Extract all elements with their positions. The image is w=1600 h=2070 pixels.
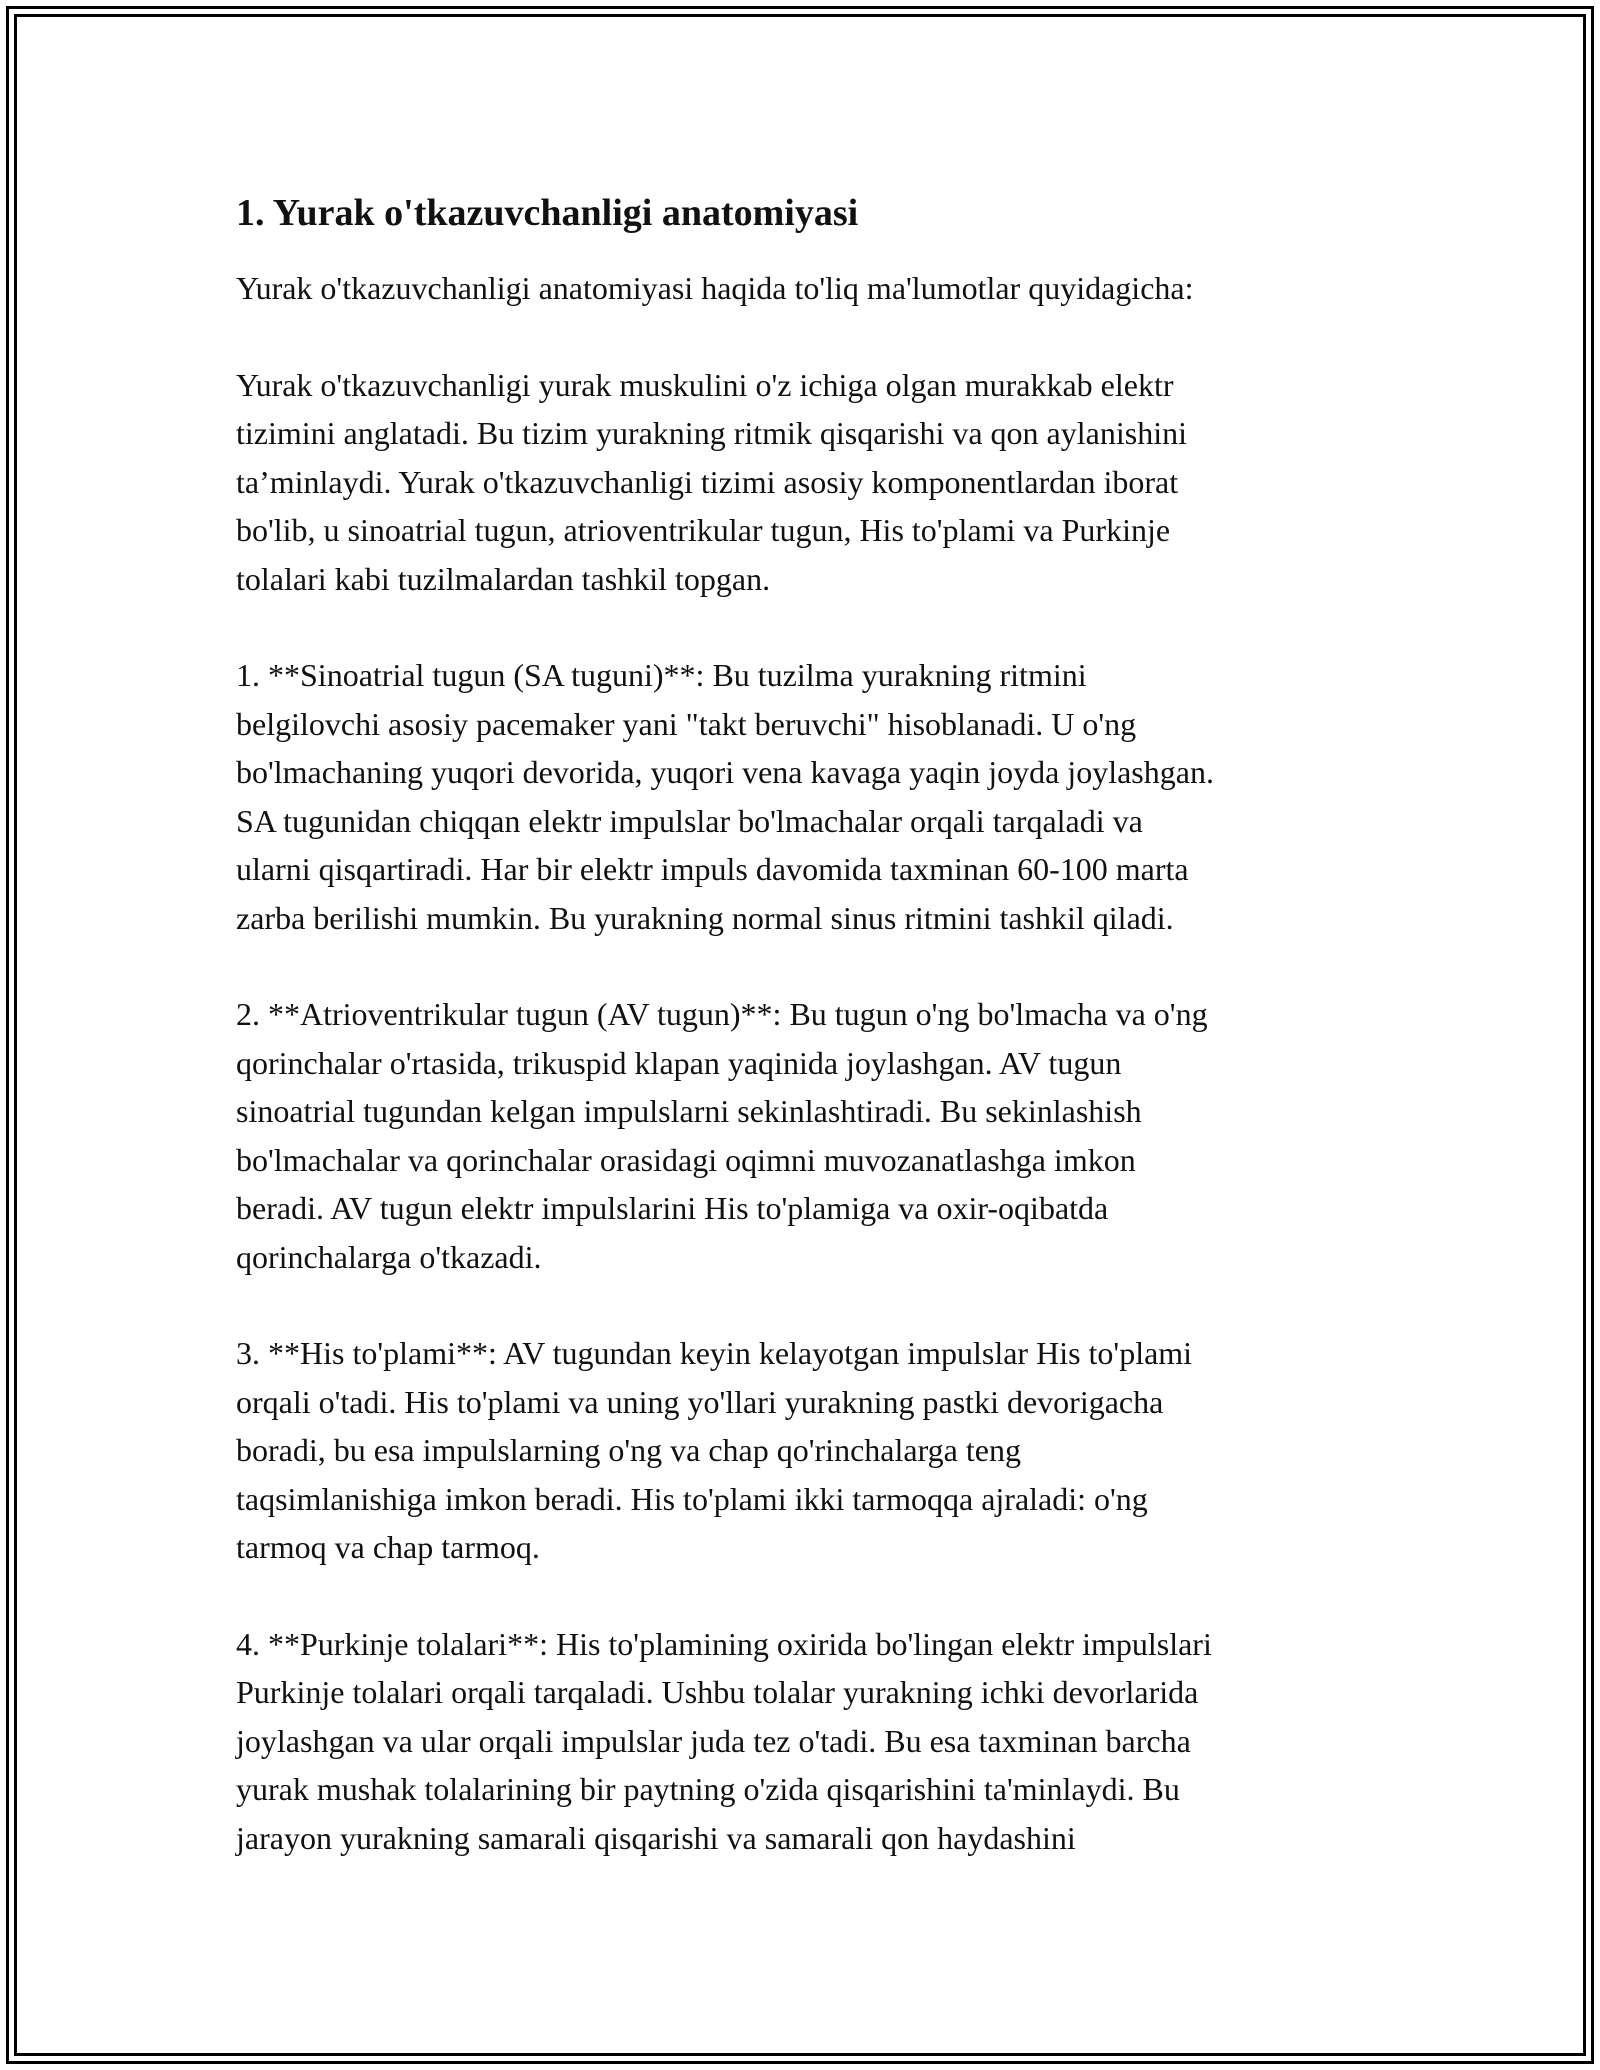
text-line: joylashgan va ular orqali impulslar juda tez o'tadi. Bu esa taxminan barcha xyxy=(236,1722,1191,1759)
text-line: ularni qisqartiradi. Har bir elektr impuls davomida taxminan 60-100 marta xyxy=(236,851,1189,887)
text-line: yurak mushak tolalarining bir paytning o'zida qisqarishini ta'minlaydi. Bu xyxy=(236,1771,1180,1807)
intro-paragraph xyxy=(236,264,1366,313)
text-line: tolalari kabi tuzilmalardan tashkil topgan. xyxy=(236,560,771,597)
text-line: tizimini anglatadi. Bu tizim yurakning ritmik qisqarishi va qon aylanishini xyxy=(236,415,1187,451)
text-line: taqsimlanishiga imkon beradi. His to'plami ikki tarmoqqa ajraladi: o'ng xyxy=(236,1480,1148,1517)
text-line: 1. **Sinoatrial tugun (SA tuguni)**: Bu tuzilma yurakning ritmini xyxy=(236,657,1087,693)
text-line: bo'lmachaning yuqori devorida, yuqori vena kavaga yaqin joyda joylashgan. xyxy=(236,754,1214,790)
purkinje-paragraph xyxy=(236,1620,1366,1863)
text-line: 4. **Purkinje tolalari**: His to'plamining oxirida bo'lingan elektr impulslari xyxy=(236,1625,1212,1662)
text-line: bo'lib, u sinoatrial tugun, atrioventrikular tugun, His to'plami va Purkinje xyxy=(236,512,1171,548)
text-line: SA tugunidan chiqqan elektr impulslar bo'lmachalar orqali tarqaladi va xyxy=(236,802,1143,839)
text-line: orqali o'tadi. His to'plami va uning yo'llari yurakning pastki devorigacha xyxy=(236,1383,1164,1420)
overview-paragraph xyxy=(236,361,1366,604)
text-line: ta’minlaydi. Yurak o'tkazuvchanligi tizimi asosiy komponentlardan iborat xyxy=(236,463,1179,500)
text-line: 2. **Atrioventrikular tugun (AV tugun)**: Bu tugun o'ng bo'lmacha va o'ng xyxy=(236,996,1208,1032)
text-line: qorinchalar o'rtasida, trikuspid klapan yaqinida joylashgan. AV tugun xyxy=(236,1044,1122,1081)
text-line: tarmoq va chap tarmoq. xyxy=(236,1529,540,1565)
text-line: 3. **His to'plami**: AV tugundan keyin kelayotgan impulslar His to'plami xyxy=(236,1335,1193,1371)
his-bundle-paragraph xyxy=(236,1329,1366,1572)
text-line: belgilovchi asosiy pacemaker yani "takt beruvchi" hisoblanadi. U o'ng xyxy=(236,705,1137,742)
text-line: beradi. AV tugun elektr impulslarini His to'plamiga va oxir-oqibatda xyxy=(236,1190,1109,1226)
text-line: boradi, bu esa impulslarning o'ng va chap qo'rinchalarga teng xyxy=(236,1432,1021,1468)
text-line: Yurak o'tkazuvchanligi yurak muskulini o'z ichiga olgan murakkab elektr xyxy=(236,366,1174,403)
text-line: Yurak o'tkazuvchanligi anatomiyasi haqida to'liq ma'lumotlar quyidagicha: xyxy=(236,270,1194,306)
sa-node-paragraph xyxy=(236,651,1366,942)
section-heading: 1. Yurak o'tkazuvchanligi anatomiyasi xyxy=(236,192,859,234)
text-line: jarayon yurakning samarali qisqarishi va samarali qon haydashini xyxy=(236,1819,1076,1856)
text-line: bo'lmachalar va qorinchalar orasidagi oqimni muvozanatlashga imkon xyxy=(236,1141,1136,1178)
text-line: Purkinje tolalari orqali tarqaladi. Ushbu tolalar yurakning ichki devorlarida xyxy=(236,1674,1199,1710)
text-line: sinoatrial tugundan kelgan impulslarni sekinlashtiradi. Bu sekinlashish xyxy=(236,1093,1142,1129)
av-node-paragraph xyxy=(236,990,1366,1281)
text-line: qorinchalarga o'tkazadi. xyxy=(236,1238,542,1275)
text-line: zarba berilishi mumkin. Bu yurakning normal sinus ritmini tashkil qiladi. xyxy=(236,899,1174,936)
document-body xyxy=(236,188,1366,1910)
